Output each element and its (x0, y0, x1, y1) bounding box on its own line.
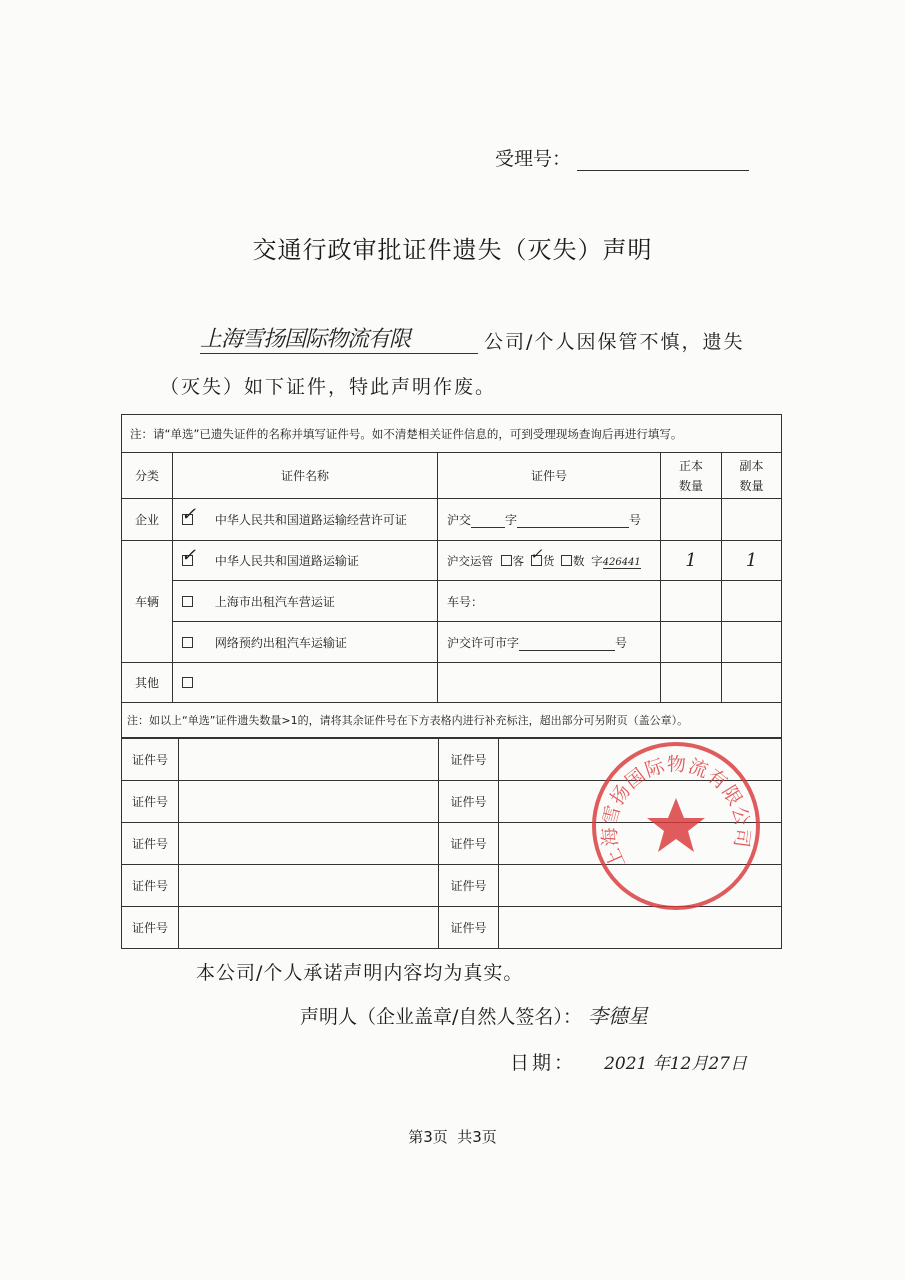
declarant-label: 声明人（企业盖章/自然人签名）： (300, 1006, 582, 1028)
header-cert-no: 证件号 (438, 453, 661, 499)
star-icon (647, 798, 705, 852)
vehicle-2-checkbox[interactable] (182, 596, 193, 607)
header-original: 正本 数量 (661, 453, 722, 499)
accept-no (495, 144, 749, 171)
supplement-label: 证件号 (122, 781, 179, 823)
supplement-label: 证件号 (122, 823, 179, 865)
other-copy-count[interactable] (722, 663, 782, 703)
supplement-field[interactable] (179, 781, 439, 823)
checkmark-icon: ✓ (529, 544, 543, 563)
checkmark-icon: ✓ (181, 545, 197, 566)
accept-no-label: 受理号： (495, 148, 572, 170)
vehicle-2-original-count[interactable] (661, 581, 722, 622)
cargo-checkbox[interactable] (529, 544, 543, 566)
note-top: 注：请“单选”已遗失证件的名称并填写证件号。如不清楚相关证件信息的，可到受理现场查询后再进行填写。 (122, 415, 782, 453)
date-label: 日期： (510, 1052, 577, 1074)
supplement-field[interactable] (179, 865, 439, 907)
vehicle-3-original-count[interactable] (661, 622, 722, 663)
enterprise-cert-name-cell (173, 499, 438, 541)
date-value[interactable]: 2021 年12月27日 (604, 1054, 747, 1074)
company-seal (590, 740, 762, 912)
supplement-label: 证件号 (439, 907, 499, 949)
supplement-label: 证件号 (122, 907, 179, 949)
vehicle-2-copy-count[interactable] (722, 581, 782, 622)
commitment: 本公司/个人承诺声明内容均为真实。 (196, 962, 524, 984)
vehicle-3-cert-name-cell (173, 622, 438, 663)
supplement-label: 证件号 (439, 865, 499, 907)
accept-no-field[interactable] (577, 148, 749, 171)
vehicle-1-original-count[interactable]: 1 (661, 541, 722, 581)
vehicle-2-cert-name-cell (173, 581, 438, 622)
supplement-label: 证件号 (439, 739, 499, 781)
header-copy: 副本 数量 (722, 453, 782, 499)
number-checkbox[interactable] (561, 555, 572, 566)
enterprise-no-prefix: 沪交 (447, 513, 472, 527)
enterprise-no-field-1[interactable] (471, 513, 505, 528)
checkmark-icon: ✓ (181, 504, 197, 525)
page-footer: 第3页 共3页 (408, 1128, 497, 1146)
note-bottom: 注：如以上“单选”证件遗失数量>1的，请将其余证件号在下方表格内进行补充标注，超出部分可另附页（盖公章）。 (122, 703, 782, 738)
company-name-handwritten[interactable]: 上海雪扬国际物流有限 (200, 322, 478, 354)
certificate-table (121, 414, 782, 738)
vehicle-1-checkbox[interactable] (181, 545, 197, 566)
enterprise-checkbox[interactable] (181, 504, 197, 525)
enterprise-no-suffix: 号 (629, 513, 642, 527)
vehicle-1-cert-name: 中华人民共和国道路运输证 (214, 554, 359, 568)
vehicle-3-copy-count[interactable] (722, 622, 782, 663)
vehicle-3-cert-name: 网络预约出租汽车运输证 (214, 635, 347, 650)
vehicle-3-no-field[interactable] (519, 636, 615, 651)
enterprise-no-field-2[interactable] (517, 513, 629, 528)
seal-text: 上海雪扬国际物流有限公司 (598, 753, 754, 872)
supplement-field[interactable] (499, 907, 782, 949)
declarant-signature[interactable]: 李德星 (587, 1004, 648, 1028)
category-vehicle: 车辆 (122, 541, 173, 663)
passenger-label: 客 (512, 553, 525, 568)
vehicle-2-cert-no: 车号： (438, 581, 661, 622)
category-enterprise: 企业 (122, 499, 173, 541)
enterprise-cert-no (438, 499, 661, 541)
other-cert-name-cell (173, 663, 438, 703)
category-other: 其他 (122, 663, 173, 703)
vehicle-3-checkbox[interactable] (182, 637, 193, 648)
enterprise-copy-count[interactable] (722, 499, 782, 541)
vehicle-1-no-handwritten[interactable]: 426441 (602, 556, 641, 568)
vehicle-1-no-prefix: 沪交运管 (447, 553, 493, 568)
supplement-field[interactable] (179, 739, 439, 781)
other-checkbox[interactable] (182, 677, 193, 688)
header-category: 分类 (122, 453, 173, 499)
supplement-label: 证件号 (439, 781, 499, 823)
passenger-checkbox[interactable] (501, 555, 512, 566)
cargo-label: 货 (542, 553, 555, 568)
vehicle-3-cert-no (438, 622, 661, 663)
vehicle-1-copy-count[interactable]: 1 (722, 541, 782, 581)
number-label: 数 (572, 553, 585, 568)
header-cert-name: 证件名称 (173, 453, 438, 499)
page-title: 交通行政审批证件遗失（灭失）声明 (252, 236, 653, 264)
supplement-label: 证件号 (122, 739, 179, 781)
vehicle-1-cert-no (438, 541, 661, 581)
date (510, 1048, 747, 1075)
statement-line-1 (200, 322, 744, 354)
vehicle-1-cert-name-cell (173, 541, 438, 581)
supplement-field[interactable] (179, 907, 439, 949)
vehicle-3-no-prefix: 沪交许可市字 (447, 635, 520, 650)
statement-line-2: （灭失）如下证件，特此声明作废。 (160, 376, 497, 398)
vehicle-2-cert-name: 上海市出租汽车营运证 (214, 594, 335, 609)
enterprise-cert-name: 中华人民共和国道路运输经营许可证 (214, 513, 407, 527)
supplement-label: 证件号 (439, 823, 499, 865)
other-original-count[interactable] (661, 663, 722, 703)
statement-line-1-rest: 公司/个人因保管不慎，遗失 (484, 331, 745, 353)
enterprise-original-count[interactable] (661, 499, 722, 541)
vehicle-3-no-suffix: 号 (615, 635, 628, 650)
supplement-label: 证件号 (122, 865, 179, 907)
vehicle-1-no-mid: 字 (591, 553, 603, 568)
enterprise-no-mid: 字 (505, 513, 518, 527)
supplement-field[interactable] (179, 823, 439, 865)
other-cert-no[interactable] (438, 663, 661, 703)
declarant (300, 1000, 648, 1029)
